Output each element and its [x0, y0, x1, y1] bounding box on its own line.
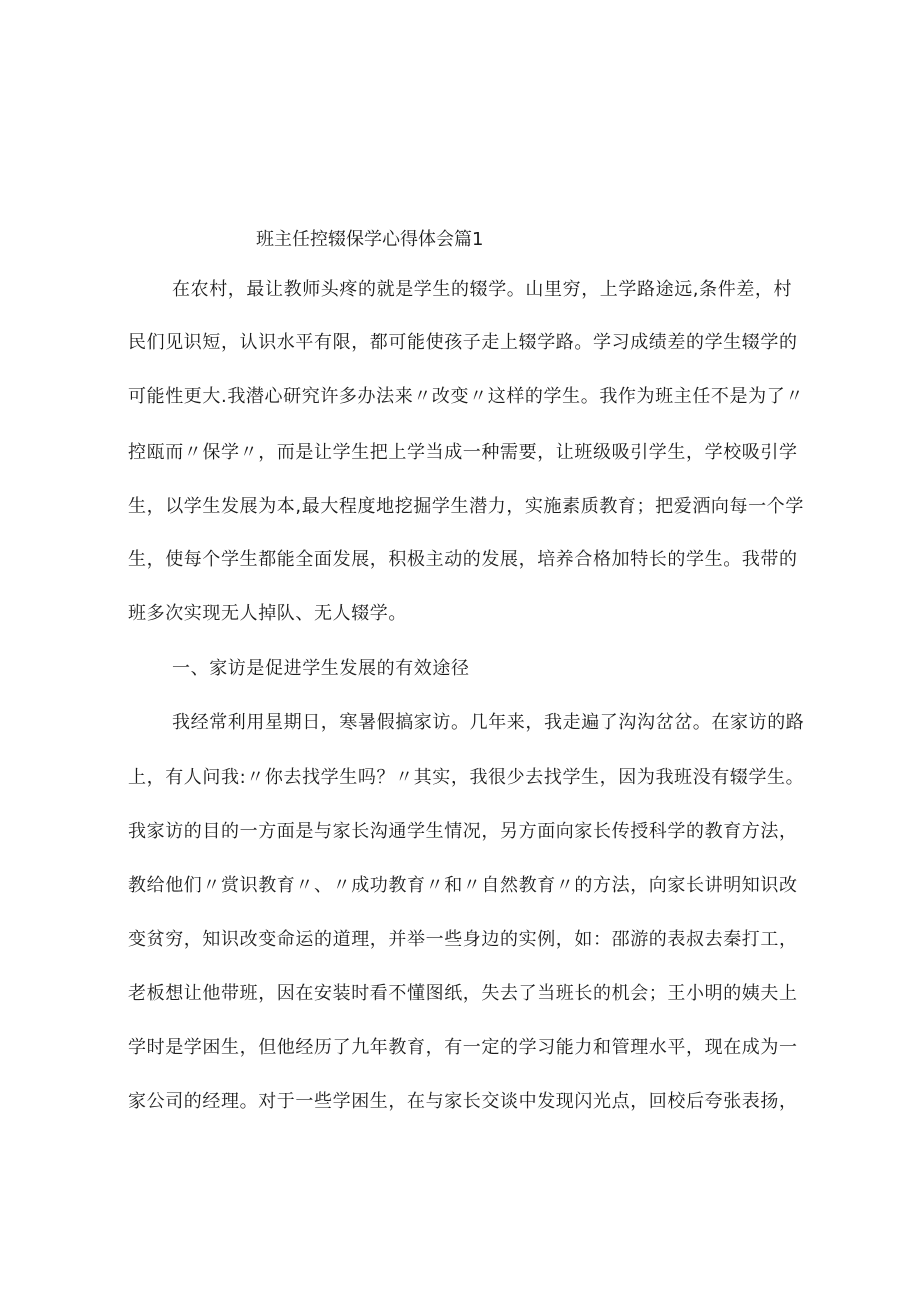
document-title: 班主任控辍保学心得体会篇1 — [256, 229, 484, 250]
paragraph-1-line-6: 生，使每个学生都能全面发展，积极主动的发展，培养合格加特长的学生。我带的 — [128, 549, 798, 570]
paragraph-1-line-4: 控瓯而〃保学〃，而是让学生把上学当成一种需要，让班级吸引学生，学校吸引学 — [128, 442, 798, 463]
paragraph-1-line-7: 班多次实现无人掉队、无人辍学。 — [128, 603, 407, 624]
paragraph-3-line-7: 学时是学困生，但他经历了九年教育，有一定的学习能力和管理水平，现在成为一 — [128, 1037, 798, 1058]
paragraph-1-line-1: 在农村，最让教师头疼的就是学生的辍学。山里穷，上学路途远,条件差，村 — [172, 279, 793, 300]
section-heading-1: 一、家访是促进学生发展的有效途径 — [172, 658, 470, 679]
paragraph-1-line-2: 民们见识短，认识水平有限，都可能使孩子走上辍学路。学习成绩差的学生辍学的 — [128, 332, 798, 353]
paragraph-3-line-3: 我家访的目的一方面是与家长沟通学生情况，另方面向家长传授科学的教育方法， — [128, 821, 798, 842]
paragraph-3-line-6: 老板想让他带班，因在安装时看不懂图纸，失去了当班长的机会；王小明的姨夫上 — [128, 983, 798, 1004]
paragraph-3-line-2: 上，有人问我:〃你去找学生吗？〃其实，我很少去找学生，因为我班没有辍学生。 — [128, 767, 805, 788]
paragraph-1-line-3: 可能性更大.我潜心研究许多办法来〃改变〃这样的学生。我作为班主任不是为了〃 — [128, 386, 804, 407]
paragraph-3-line-4: 教给他们〃赏识教育〃、〃成功教育〃和〃自然教育〃的方法，向家长讲明知识改 — [128, 875, 798, 896]
paragraph-1-line-5: 生，以学生发展为本,最大程度地挖掘学生潜力，实施素质教育；把爱洒向每一个学 — [128, 496, 804, 517]
paragraph-3-line-5: 变贫穷，知识改变命运的道理，并举一些身边的实例，如：邵游的表叔去秦打工， — [128, 929, 798, 950]
paragraph-3-line-1: 我经常利用星期日，寒暑假搞家访。几年来，我走遍了沟沟岔岔。在家访的路 — [172, 712, 805, 733]
paragraph-3-line-8: 家公司的经理。对于一些学困生，在与家长交谈中发现闪光点，回校后夸张表扬， — [128, 1091, 798, 1112]
